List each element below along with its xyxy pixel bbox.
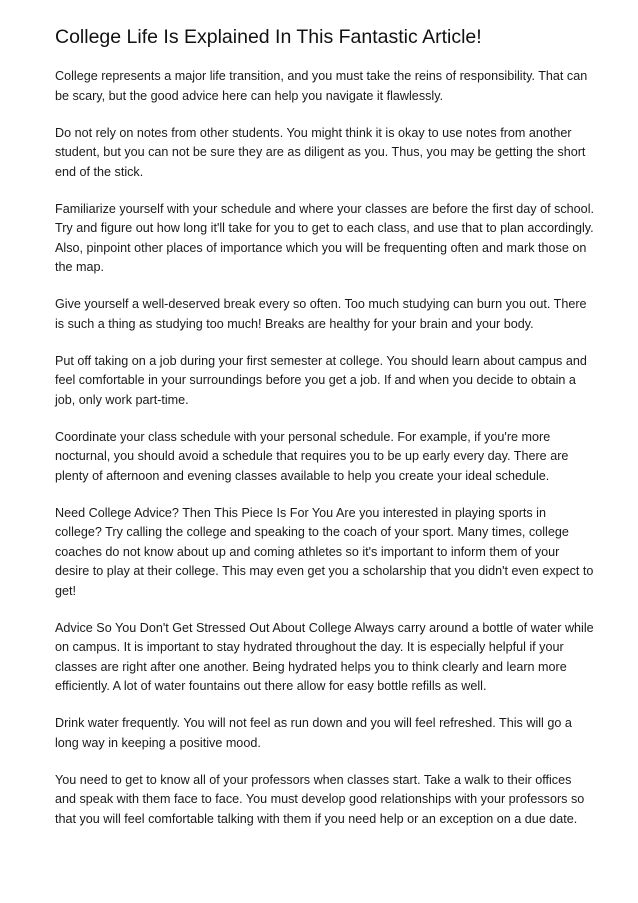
paragraph-6: Coordinate your class schedule with your personal schedule. For example, if you're more nocturnal, you should avoid a schedule that requires you to be up early every day. There are plenty of afternoon and evening classes available to help you create your ideal schedule.: [55, 429, 569, 483]
paragraph-10: You need to get to know all of your professors when classes start. Take a walk to their offices and speak with them face to face. You must develop good relationships with your professors so that you will feel comfortable talking with them if you need help or an exception on a due date.: [55, 772, 585, 826]
paragraph-4: Give yourself a well-deserved break every so often. Too much studying can burn you out. There is such a thing as studying too much! Breaks are healthy for your brain and your body.: [55, 297, 587, 331]
paragraph-2: Do not rely on notes from other students. You might think it is okay to use notes from another student, but you can not be sure they are as diligent as you. Thus, you may be getting the short end of the stick.: [55, 125, 586, 179]
document-title: College Life Is Explained In This Fantastic Article!: [55, 26, 482, 48]
paragraph-3: Familiarize yourself with your schedule and where your classes are before the first day of school. Try and figure out how long it'll take for you to get to each class, and use that to plan accordingly. Also, pinpoint other places of importance which you will be frequenting often and mark those on the map.: [55, 201, 594, 274]
paragraph-7: Need College Advice? Then This Piece Is For You Are you interested in playing sports in college? Try calling the college and speaking to the coach of your sport. Many times, college coaches do not know about up and coming athletes so it's important to inform them of your desire to play at their college. This may even get you a scholarship that you didn't even expect to get!: [55, 505, 594, 598]
paragraph-1: College represents a major life transition, and you must take the reins of responsibility. That can be scary, but the good advice here can help you navigate it flawlessly.: [55, 69, 588, 103]
paragraph-8: Advice So You Don't Get Stressed Out About College Always carry around a bottle of water while on campus. It is important to stay hydrated throughout the day. It is especially helpful if your classes are right after one another. Being hydrated helps you to think clearly and learn more efficiently. A lot of water fountains out there allow for easy bottle refills as well.: [55, 620, 594, 693]
paragraph-5: Put off taking on a job during your first semester at college. You should learn about campus and feel comfortable in your surroundings before you get a job. If and when you decide to obtain a job, only work part-time.: [55, 353, 587, 407]
paragraph-9: Drink water frequently. You will not feel as run down and you will feel refreshed. This will go a long way in keeping a positive mood.: [55, 716, 572, 750]
document-page: [55, 24, 595, 847]
